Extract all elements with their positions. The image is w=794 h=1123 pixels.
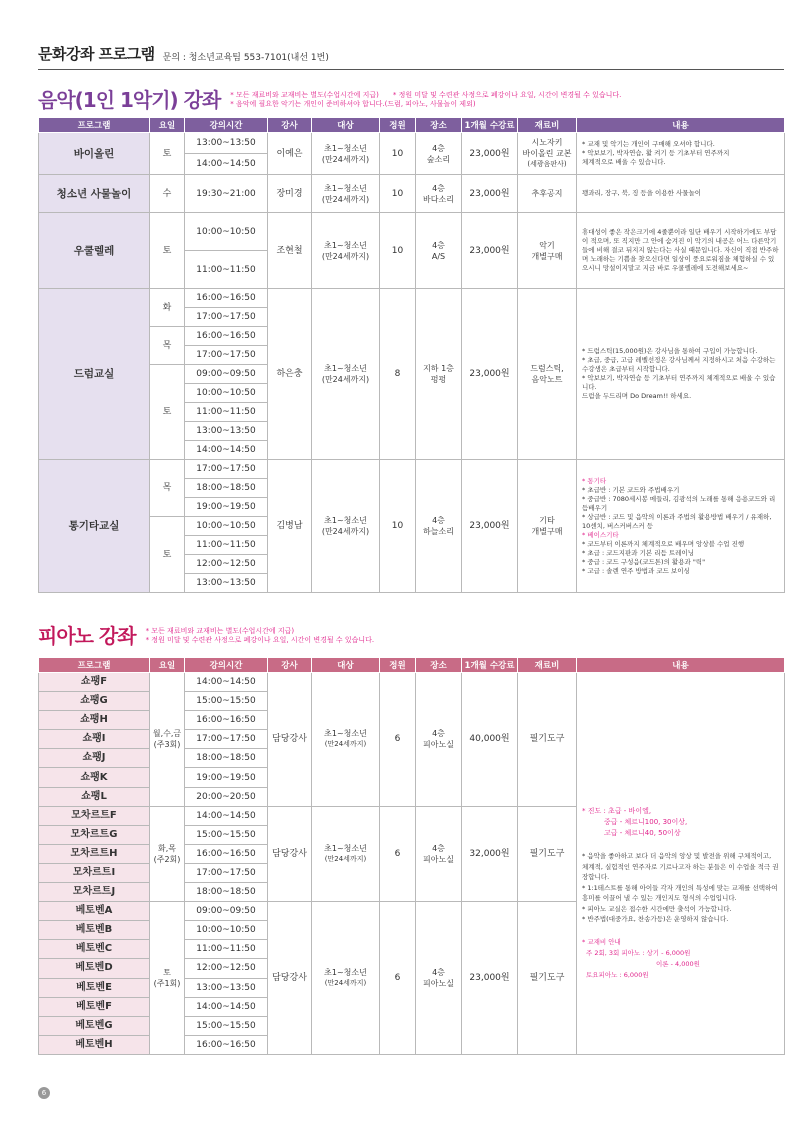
table-row: 바이올린 토 13:00~13:50 이예은 초1~청소년 (만24세까지) 10 4층 숲소리 23,000원 시노자키 바이올린 교본 (세광음판사) * 교재 및 악기는 개인이 구매해 오셔야 합니다. * 악보보기, 박자연습, 활 켜기 등 기초부터 연주까지 체계적으로 배울 수 있습니다. [39, 133, 785, 154]
piano-section-notes: * 모든 재료비와 교재비는 별도(수업시간에 지급) * 정원 미달 및 수련관 사정으로 폐강이나 요일, 시간이 변경될 수 있습니다. [145, 627, 375, 644]
table-row: 14:00~14:50 [39, 441, 785, 460]
table-row: 베토벤G 15:00~15:50 [39, 1016, 785, 1035]
piano-table-header: 프로그램 요일 강의시간 강사 대상 정원 장소 1개월 수강료 재료비 내용 [39, 658, 785, 673]
table-row: 쇼팽H 16:00~16:50 [39, 711, 785, 730]
table-row: 베토벤E 13:00~13:50 [39, 978, 785, 997]
table-row: 모차르트F 화,목 (주2회) 14:00~14:50 담당강사 초1~청소년 (만24세까지) 6 4층 피아노실 32,000원 필기도구 [39, 806, 785, 825]
table-row: 쇼팽J 18:00~18:50 [39, 749, 785, 768]
piano-notes: * 진도 : 초급 - 바이엘, 중급 - 체르니100, 30이상, 고급 - 체르니40, 50이상 * 음악을 좋아하고 보다 더 음악의 앙상 및 발전을 위해 구체적이고, 체계적, 실험적인 연주자로 기르나고자 하는 분들은 이 수업을 적극 권장합니다. * 1:1테스트를 통해 아이들 각자 개인의 특성에 맞는 교재를 선택하여 흥미를 이끌어 낼 수 있는 개인지도 형식의 수업입니다. * 피아노 교실은 접수한 시간에만 출석이 가능합니다. * 반주법(대중가요, 찬송가등)은 운영하지 않습니다. * 교재비 안내 주 2회, 3회 피아노 : 상기 - 6,000원 이론 - 4,000원 토요피아노 : 6,000원 [577, 673, 785, 1055]
table-row: 드럼교실 화 16:00~16:50 하은충 초1~청소년 (만24세까지) 8 지하 1층 펑펑 23,000원 드럼스틱, 음악노트 * 드럼스틱(15,000원)은 강사님을 통하여 구입이 가능합니다. * 초급, 중급, 고급 레벨선정은 강사님께서 지정하시고 처음 수강하는 수강생은 초급부터 시작합니다. * 악보보기, 박자연습 등 기초부터 연주까지 체계적으로 배울 수 있습니다. 드럼을 두드리며 Do Dream!! 하세요. [39, 289, 785, 308]
table-row: 19:00~19:50 [39, 498, 785, 517]
table-row: 모차르트I 17:00~17:50 [39, 863, 785, 882]
program-name: 모차르트H [39, 844, 150, 863]
piano-section-header [38, 624, 374, 648]
program-name: 쇼팽L [39, 787, 150, 806]
music-table-header: 프로그램 요일 강의시간 강사 대상 정원 장소 1개월 수강료 재료비 내용 [39, 118, 785, 133]
table-row: 모차르트J 18:00~18:50 [39, 883, 785, 902]
ukulele-notes: 휴대성이 좋은 작은크기에 4줄뿐이라 일단 배우기 시작하기에도 부담이 적으며, 또 직지만 그 안에 숨겨진 이 악기의 내공은 어느 다른악기들에 비해 결코 뒤지지 않는다는 사실 때문입니다. 자신이 직접 반주하며 노래하는 기쁨을 찾으신다면 일상이 풍요로워짐을 체험하실 수 있으시니 망설이지말고 지금 바로 우쿨렐레에 도전해보세요~ [577, 213, 785, 289]
page-header [38, 44, 784, 70]
program-name: 쇼팽F [39, 673, 150, 692]
program-name: 모차르트G [39, 825, 150, 844]
program-name: 베토벤D [39, 959, 150, 978]
table-row: 17:00~17:50 [39, 346, 785, 365]
table-row: 13:00~13:50 [39, 574, 785, 593]
program-name: 베토벤A [39, 902, 150, 921]
program-name: 드럼교실 [39, 289, 150, 460]
piano-table [38, 657, 785, 1055]
music-table [38, 117, 785, 593]
page-title: 문화강좌 프로그램 [38, 45, 155, 63]
music-section-header [38, 88, 621, 112]
table-row: 통기타교실 목 17:00~17:50 김병남 초1~청소년 (만24세까지) 10 4층 하늘소리 23,000원 기타 개별구매 * 통기타 * 초급반 : 기본 코드와 주법배우기 * 중급반 : 7080세시봉 메들리, 김광석의 노래를 통해 응용코드와 리듬배우기 * 상급반 : 코드 및 음악의 이론과 주법의 활용방법 배우기 / 유재하, 10센치, 버스커버스커 등 * 베이스기타 * 코드부터 이론까지 체계적으로 배우며 앙상블 수업 진행 * 초급 : 코드지판과 기본 리듬 트레이닝 * 중급 : 코드 구성음(코드톤)의 활용과 "릭" * 고급 : 솔렌 연주 방법과 코드 보이싱 [39, 460, 785, 479]
table-row: 우쿨렐레 토 10:00~10:50 조현철 초1~청소년 (만24세까지) 10 4층 A/S 23,000원 악기 개별구매 휴대성이 좋은 작은크기에 4줄뿐이라 일단 배우기 시작하기에도 부담이 적으며, 또 직지만 그 안에 숨겨진 이 악기의 내공은 어느 다른악기들에 비해 결코 뒤지지 않는다는 사실 때문입니다. 자신이 직접 반주하며 노래하는 기쁨을 찾으신다면 일상이 풍요로워짐을 체험하실 수 있으시니 망설이지말고 지금 바로 우쿨렐레에 도전해보세요~ [39, 213, 785, 251]
table-row: 모차르트H 16:00~16:50 [39, 844, 785, 863]
table-row: 청소년 사물놀이 수 19:30~21:00 장미경 초1~청소년 (만24세까지) 10 4층 바다소리 23,000원 추후공지 꽹과리, 장구, 북, 징 등을 이용한 사물놀이 [39, 175, 785, 213]
table-row: 베토벤F 14:00~14:50 [39, 997, 785, 1016]
page-number: 6 [38, 1087, 50, 1099]
program-name: 우쿨렐레 [39, 213, 150, 289]
music-section-title: 음악(1인 1악기) 강좌 [38, 88, 221, 112]
program-name: 쇼팽G [39, 692, 150, 711]
table-row: 토 09:00~09:50 [39, 365, 785, 384]
table-row: 토 10:00~10:50 [39, 517, 785, 536]
contact-info: 문의 : 청소년교육팀 553-7101(내선 1번) [162, 53, 329, 63]
table-row: 모차르트G 15:00~15:50 [39, 825, 785, 844]
table-row: 쇼팽G 15:00~15:50 [39, 692, 785, 711]
program-name: 베토벤E [39, 978, 150, 997]
table-row: 12:00~12:50 [39, 555, 785, 574]
program-name: 모차르트F [39, 806, 150, 825]
program-name: 바이올린 [39, 133, 150, 175]
table-row: 17:00~17:50 [39, 308, 785, 327]
violin-notes: * 교재 및 악기는 개인이 구매해 오셔야 합니다. * 악보보기, 박자연습, 활 켜기 등 기초부터 연주까지 체계적으로 배울 수 있습니다. [577, 133, 785, 175]
table-row: 10:00~10:50 [39, 384, 785, 403]
program-name: 베토벤F [39, 997, 150, 1016]
program-name: 쇼팽J [39, 749, 150, 768]
piano-section-title: 피아노 강좌 [38, 624, 136, 648]
table-row: 쇼팽F 월,수,금 (주3회) 14:00~14:50 담당강사 초1~청소년 (만24세까지) 6 4층 피아노실 40,000원 필기도구 * 진도 : 초급 - 바이엘, 중급 - 체르니100, 30이상, 고급 - 체르니40, 50이상 * 음악을 좋아하고 보다 더 음악의 앙상 및 발전을 위해 구체적이고, 체계적, 실험적인 연주자로 기르나고자 하는 분들은 이 수업을 적극 권장합니다. * 1:1테스트를 통해 아이들 각자 개인의 특성에 맞는 교재를 선택하여 흥미를 이끌어 낼 수 있는 개인지도 형식의 수업입니다. * 피아노 교실은 접수한 시간에만 출석이 가능합니다. * 반주법(대중가요, 찬송가등)은 운영하지 않습니다. * 교재비 안내 주 2회, 3회 피아노 : 상기 - 6,000원 이론 - 4,000원 토요피아노 : 6,000원 [39, 673, 785, 692]
table-row: 쇼팽I 17:00~17:50 [39, 730, 785, 749]
music-section-notes: * 모든 재료비와 교재비는 별도(수업시간에 지급) * 정원 미달 및 수련관 사정으로 폐강이나 요일, 시간이 변경될 수 있습니다. * 음악에 필요한 악기는 개인이 준비하셔야 합니다.(드럼, 피아노, 사물놀이 제외) [230, 91, 622, 108]
program-name: 쇼팽H [39, 711, 150, 730]
table-row: 11:00~11:50 [39, 403, 785, 422]
program-name: 베토벤B [39, 921, 150, 940]
table-row: 베토벤D 12:00~12:50 [39, 959, 785, 978]
table-row: 베토벤C 11:00~11:50 [39, 940, 785, 959]
guitar-notes: * 통기타 * 초급반 : 기본 코드와 주법배우기 * 중급반 : 7080세시봉 메들리, 김광석의 노래를 통해 응용코드와 리듬배우기 * 상급반 : 코드 및 음악의 이론과 주법의 활용방법 배우기 / 유재하, 10센치, 버스커버스커 등 * 베이스기타 * 코드부터 이론까지 체계적으로 배우며 앙상블 수업 진행 * 초급 : 코드지판과 기본 리듬 트레이닝 * 중급 : 코드 구성음(코드톤)의 활용과 "릭" * 고급 : 솔렌 연주 방법과 코드 보이싱 [577, 460, 785, 593]
table-row: 14:00~14:50 [39, 154, 785, 175]
program-name: 모차르트I [39, 863, 150, 882]
program-name: 베토벤G [39, 1016, 150, 1035]
program-name: 쇼팽I [39, 730, 150, 749]
table-row: 18:00~18:50 [39, 479, 785, 498]
program-name: 청소년 사물놀이 [39, 175, 150, 213]
program-name: 쇼팽K [39, 768, 150, 787]
program-name: 통기타교실 [39, 460, 150, 593]
program-name: 베토벤C [39, 940, 150, 959]
table-row: 목 16:00~16:50 [39, 327, 785, 346]
table-row: 11:00~11:50 [39, 251, 785, 289]
drum-notes: * 드럼스틱(15,000원)은 강사님을 통하여 구입이 가능합니다. * 초급, 중급, 고급 레벨선정은 강사님께서 지정하시고 처음 수강하는 수강생은 초급부터 시작합니다. * 악보보기, 박자연습 등 기초부터 연주까지 체계적으로 배울 수 있습니다. 드럼을 두드리며 Do Dream!! 하세요. [577, 289, 785, 460]
table-row: 베토벤A 토 (주1회) 09:00~09:50 담당강사 초1~청소년 (만24세까지) 6 4층 피아노실 23,000원 필기도구 [39, 902, 785, 921]
table-row: 13:00~13:50 [39, 422, 785, 441]
program-name: 모차르트J [39, 883, 150, 902]
table-row: 11:00~11:50 [39, 536, 785, 555]
table-row: 베토벤B 10:00~10:50 [39, 921, 785, 940]
table-row: 쇼팽L 20:00~20:50 [39, 787, 785, 806]
table-row: 베토벤H 16:00~16:50 [39, 1035, 785, 1054]
table-row: 쇼팽K 19:00~19:50 [39, 768, 785, 787]
program-name: 베토벤H [39, 1035, 150, 1054]
